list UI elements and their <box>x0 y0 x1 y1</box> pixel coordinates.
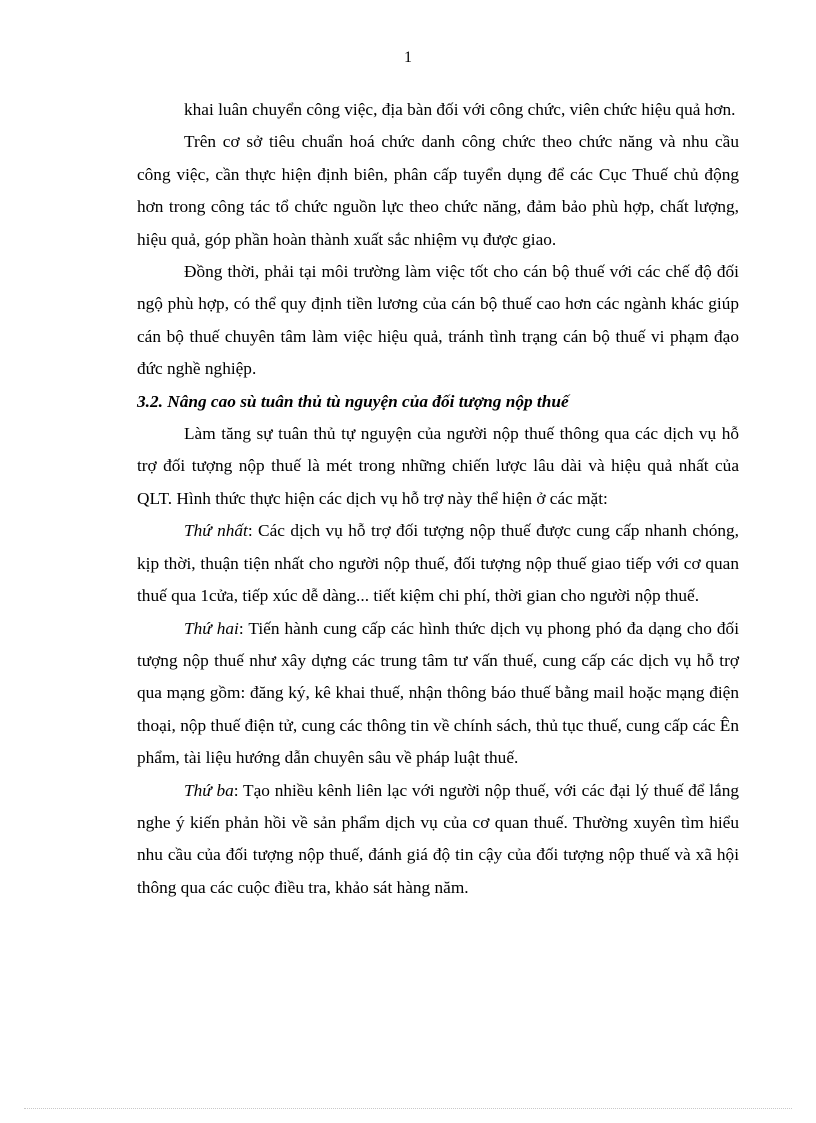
page-bottom-border <box>24 1108 792 1109</box>
paragraph-second <box>137 613 739 775</box>
paragraph-staffing: Trên cơ sở tiêu chuẩn hoá chức danh công chức theo chức năng và nhu cầu công việc, cần thực hiện định biên, phân cấp tuyển dụng để các Cục Thuế chủ động hơn trong công tác tổ chức nguồn lực theo chức năng, đảm bảo phù hợp, chất lượng, hiệu quả, góp phần hoàn thành xuất sắc nhiệm vụ được giao. <box>137 132 739 249</box>
paragraph-first-text: : Các dịch vụ hỗ trợ đối tượng nộp thuế được cung cấp nhanh chóng, kịp thời, thuận tiện nhất cho người nộp thuế, đối tượng nộp thuế giao tiếp với cơ quan thuế qua 1cửa, tiếp xúc dễ dàng... tiết kiệm chi phí, thời gian cho người nộp thuế. <box>137 521 739 606</box>
paragraph-second-lead: Thứ hai <box>184 618 239 638</box>
section-heading: 3.2. Nâng cao sù tuân thủ tù nguyện của đối tượng nộp thuế <box>137 391 569 411</box>
paragraph-third-text: : Tạo nhiều kênh liên lạc với người nộp thuế, với các đại lý thuế để lắng nghe ý kiến phản hồi về sản phẩm dịch vụ của cơ quan thuế. Thường xuyên tìm hiểu nhu cầu của đối tượng nộp thuế, đánh giá độ tin cậy của đối tượng nộp thuế và xã hội thông qua các cuộc điều tra, khảo sát hàng năm. <box>137 780 739 897</box>
body-text <box>137 94 739 904</box>
paragraph-work-environment: Đồng thời, phải tại môi trường làm việc tốt cho cán bộ thuế với các chế độ đối ngộ phù hợp, có thể quy định tiền lương của cán bộ thuế cao hơn các ngành khác giúp cán bộ thuế chuyên tâm làm việc hiệu quả, tránh tình trạng cán bộ thuế vi phạm đạo đức nghề nghiệp. <box>137 262 739 379</box>
paragraph-voluntary-compliance: Làm tăng sự tuân thủ tự nguyện của người nộp thuế thông qua các dịch vụ hỗ trợ đối tượng nộp thuế là mét trong những chiến lược lâu dài và hiệu quả nhất của QLT. Hình thức thực hiện các dịch vụ hỗ trợ này thể hiện ở các mặt: <box>137 424 739 508</box>
page-number: 1 <box>404 49 412 66</box>
paragraph-second-text: : Tiến hành cung cấp các hình thức dịch vụ phong phó đa dạng cho đối tượng nộp thuế như xây dựng các trung tâm tư vấn thuế, cung cấp các dịch vụ hỗ trợ qua mạng gồm: đăng ký, kê khai thuế, nhận thông báo thuế bằng mail hoặc mạng điện thoại, nộp thuế điện tử, cung các thông tin về chính sách, thủ tục thuế, cung cấp các Ên phẩm, tài liệu hướng dẫn chuyên sâu về pháp luật thuế. <box>137 618 739 768</box>
paragraph-continuation: khai luân chuyển công việc, địa bàn đối với công chức, viên chức hiệu quả hơn. <box>184 100 736 119</box>
paragraph-third <box>137 775 739 905</box>
paragraph-first <box>137 515 739 612</box>
paragraph-third-lead: Thứ ba <box>184 780 234 800</box>
paragraph-first-lead: Thứ nhất <box>184 521 248 541</box>
